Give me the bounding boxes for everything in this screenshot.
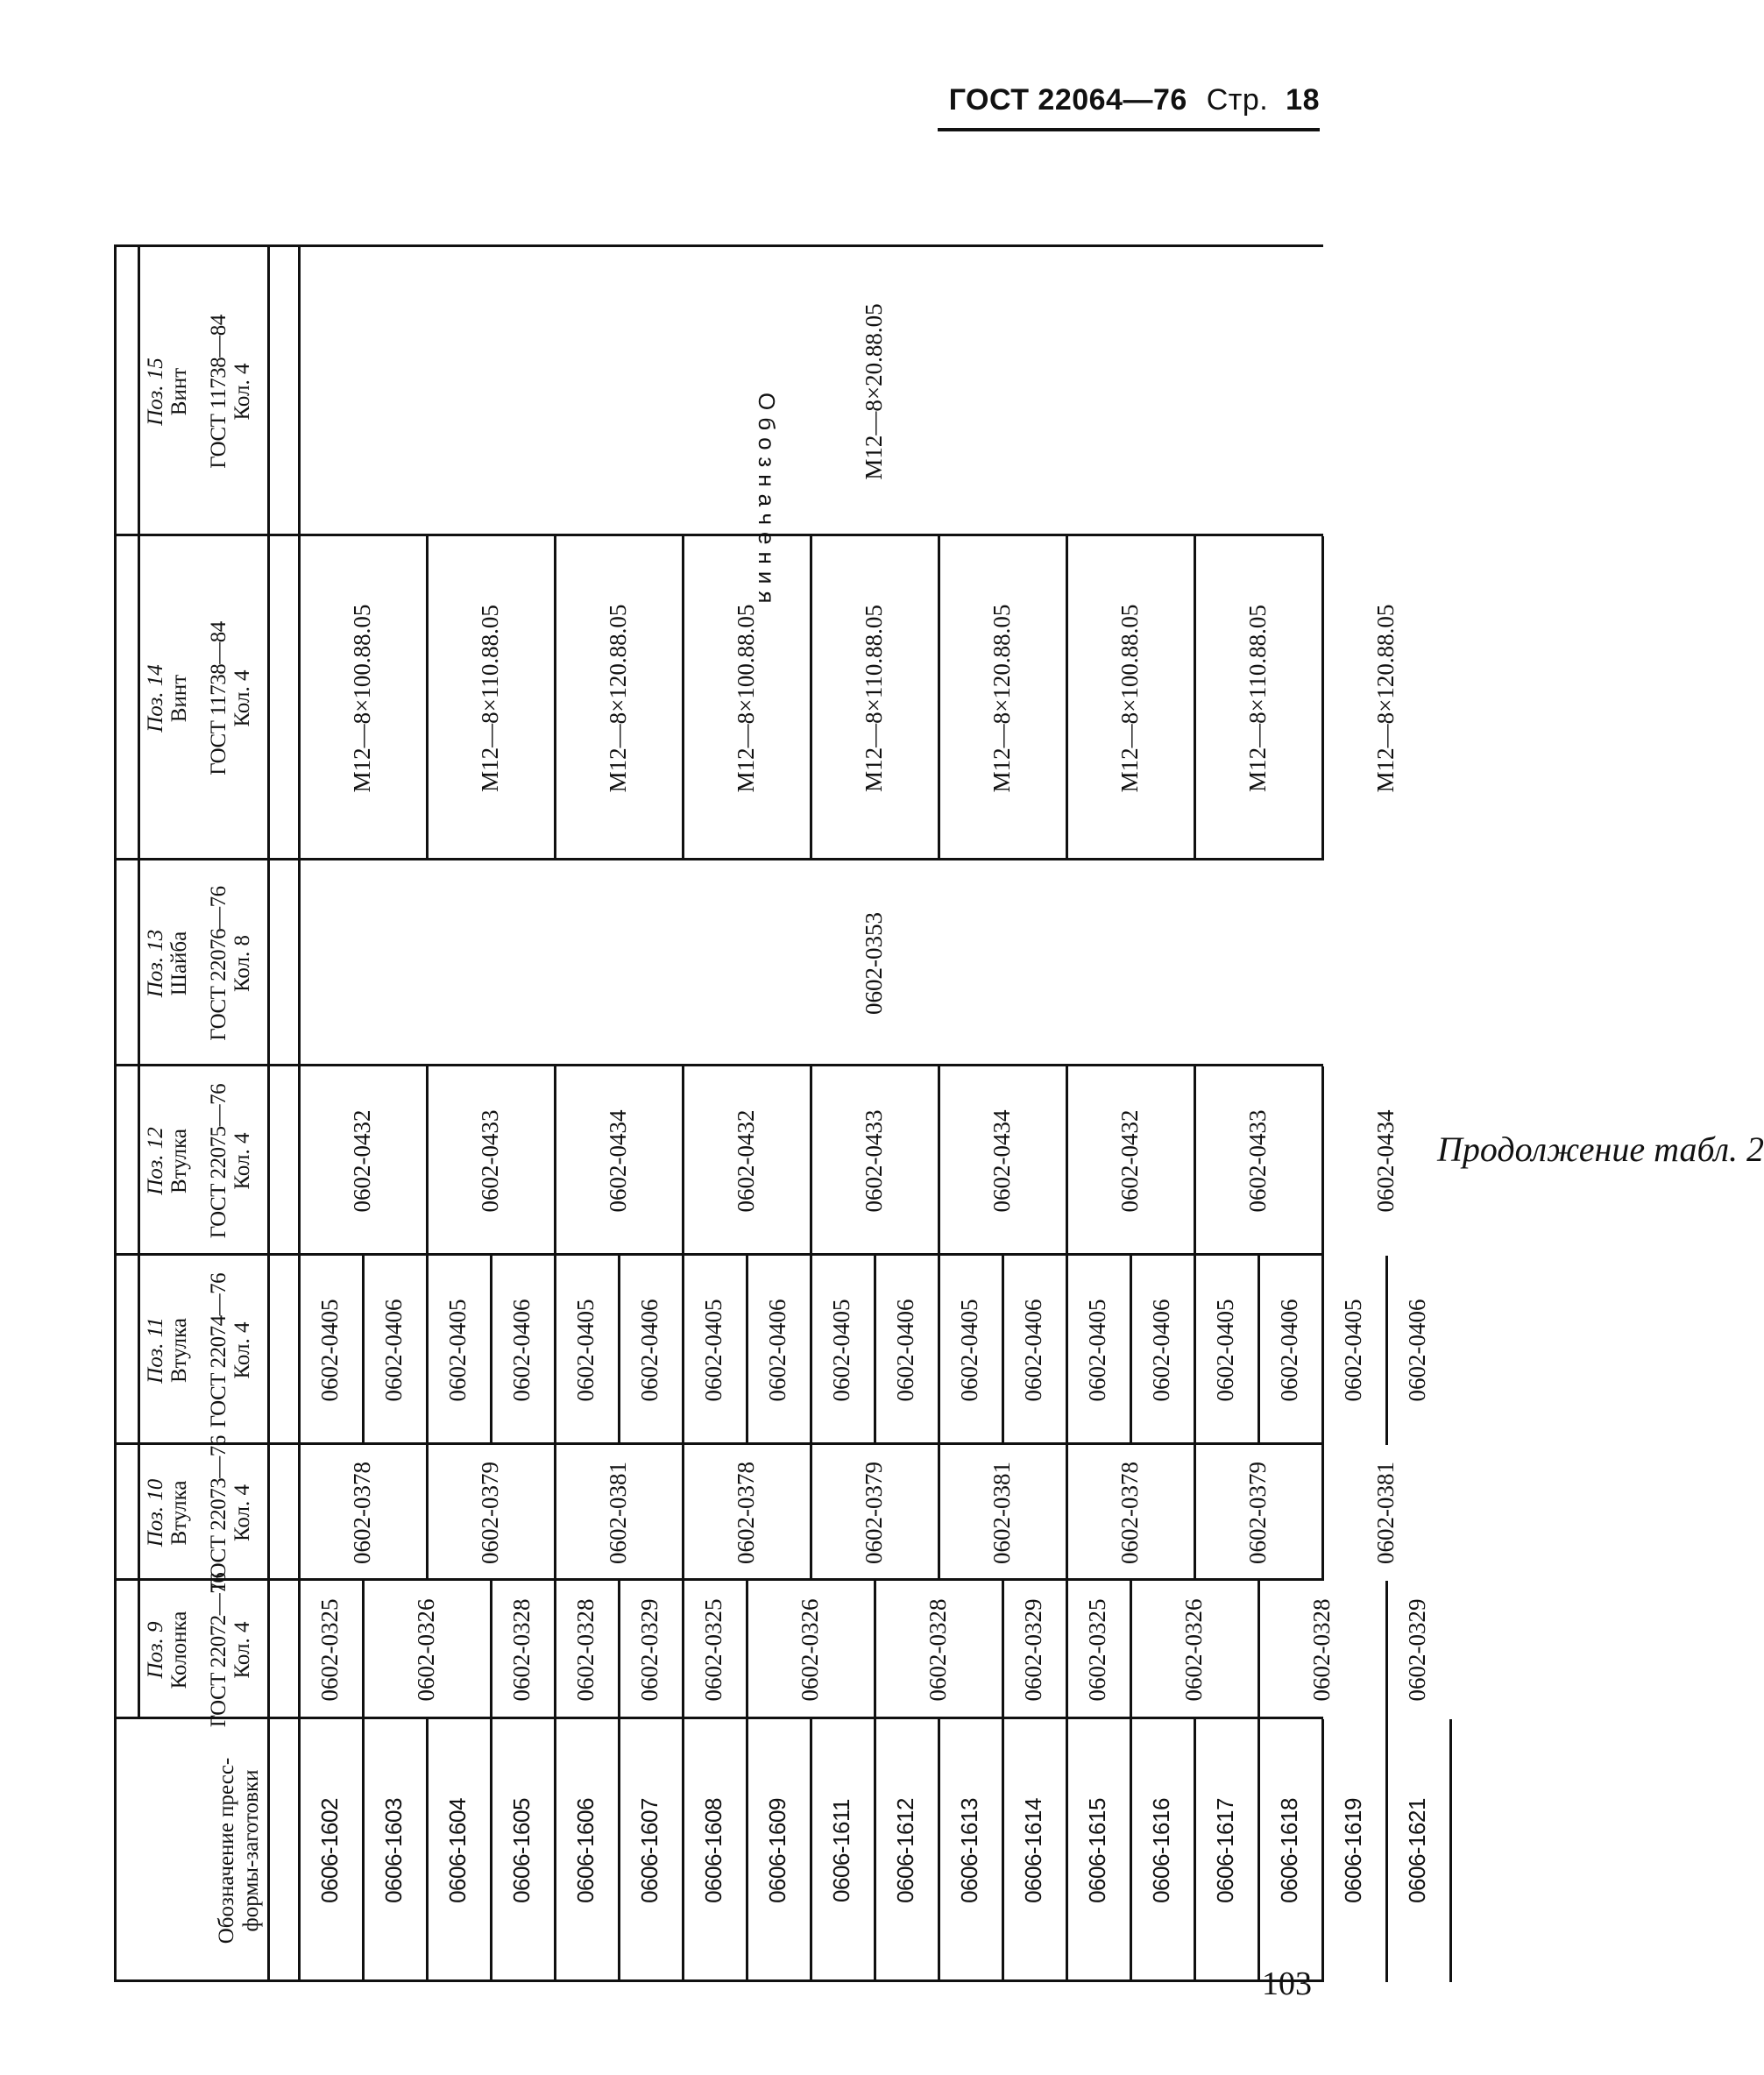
column-header-pos: Поз. 14 xyxy=(144,664,167,733)
table-cell: 0606-1621 xyxy=(1403,1798,1430,1903)
table-cell: 0602-0433 xyxy=(476,1109,503,1213)
table-cell: 0606-1611 xyxy=(827,1799,854,1902)
table-cell: 0602-0405 xyxy=(1084,1299,1111,1402)
table-cell: 0602-0434 xyxy=(1371,1109,1399,1213)
table-cell: 0602-0433 xyxy=(1243,1109,1271,1213)
table-cell: 0602-0406 xyxy=(764,1299,791,1402)
table-cell: 0602-0381 xyxy=(604,1462,631,1564)
column-header-pos: Поз. 10 xyxy=(144,1478,167,1547)
table-cell: 0602-0379 xyxy=(1243,1462,1271,1564)
table-cell: 0602-0432 xyxy=(1116,1109,1143,1213)
column-header xyxy=(144,1572,265,1728)
table-cell: 0602-0405 xyxy=(956,1299,983,1402)
column-header-name: Винт xyxy=(167,367,191,416)
table-cell: 0602-0329 xyxy=(1404,1598,1431,1702)
table-cell: 0602-0326 xyxy=(1180,1598,1207,1702)
table-cell: 0606-1605 xyxy=(507,1798,535,1903)
cell-divider xyxy=(1449,1719,1452,1982)
table-cell: M12—8×100.88.05 xyxy=(348,604,375,793)
table-cell: 0606-1602 xyxy=(315,1798,343,1903)
table-cell: 0606-1613 xyxy=(955,1798,982,1903)
table-cell: 0602-0405 xyxy=(316,1299,344,1402)
column-header-name: Колонка xyxy=(167,1611,191,1689)
table-cell: 0606-1607 xyxy=(635,1798,662,1903)
column-header xyxy=(144,1256,265,1445)
table-cell: M12—8×100.88.05 xyxy=(732,604,759,793)
table-cell: 0602-0405 xyxy=(572,1299,599,1402)
column-header xyxy=(144,860,265,1066)
table-cell: 0602-0433 xyxy=(860,1109,887,1213)
column-header-standard: ГОСТ 22072—76 xyxy=(207,1572,230,1728)
header-separator xyxy=(267,247,270,1982)
header-underline xyxy=(138,247,140,1719)
table-cell: M12—8×20.88.05 xyxy=(860,303,887,480)
table-cell: 0602-0379 xyxy=(860,1462,887,1564)
column-header-standard: ГОСТ 22073—76 xyxy=(207,1435,230,1590)
table-cell: 0606-1615 xyxy=(1083,1798,1110,1903)
table-cell: 0602-0406 xyxy=(508,1299,535,1402)
table-cell: M12—8×110.88.05 xyxy=(476,605,503,792)
table-cell: 0602-0406 xyxy=(1020,1299,1047,1402)
standard-number: ГОСТ 22064—76 xyxy=(948,83,1187,117)
column-header-qty: Кол. 8 xyxy=(230,934,254,993)
column-header-name: Втулка xyxy=(167,1318,191,1384)
table-cell: 0602-0381 xyxy=(1371,1462,1399,1564)
table-cell: 0602-0406 xyxy=(892,1299,919,1402)
table-cell: 0606-1617 xyxy=(1211,1798,1238,1903)
column-header-name: Винт xyxy=(167,674,191,723)
table-cell: 0602-0328 xyxy=(508,1598,535,1702)
column-header xyxy=(144,1066,265,1256)
table-cell: 0602-0325 xyxy=(1084,1598,1111,1702)
table-cell: 0602-0434 xyxy=(988,1109,1015,1213)
data-table xyxy=(114,195,1431,1982)
table-cell: M12—8×110.88.05 xyxy=(1243,605,1271,792)
table-cell: 0602-0406 xyxy=(380,1299,407,1402)
table-cell: 0602-0432 xyxy=(348,1109,375,1213)
header-rule xyxy=(938,128,1320,131)
table-cell: 0602-0326 xyxy=(412,1598,439,1702)
page-value: 18 xyxy=(1286,83,1320,117)
table-cell: M12—8×120.88.05 xyxy=(1371,604,1399,793)
column-header-standard: ГОСТ 22074—76 xyxy=(207,1272,230,1428)
table-cell: 0602-0432 xyxy=(732,1109,759,1213)
column-header-pos: Поз. 9 xyxy=(144,1621,167,1679)
column-header-standard: ГОСТ 11738—84 xyxy=(207,621,230,775)
column-header-standard: ГОСТ 22076—76 xyxy=(207,886,230,1041)
table-cell: 0602-0378 xyxy=(348,1462,375,1564)
column-header-qty: Кол. 4 xyxy=(230,363,254,421)
table-top-border xyxy=(114,247,117,1982)
table-cell: M12—8×100.88.05 xyxy=(1116,604,1143,793)
table-cell: 0602-0405 xyxy=(700,1299,727,1402)
table-cell: M12—8×120.88.05 xyxy=(604,604,631,793)
column-header-designation xyxy=(140,1719,263,1982)
table-cell: 0606-1612 xyxy=(891,1798,918,1903)
page-header xyxy=(949,83,1320,117)
column-header xyxy=(144,1435,265,1590)
table-cell: 0602-0326 xyxy=(796,1598,823,1702)
column-header xyxy=(144,536,265,860)
table-cell: 0606-1603 xyxy=(379,1798,407,1903)
column-header-standard: ГОСТ 11738—84 xyxy=(207,315,230,469)
column-header-standard: ГОСТ 22075—76 xyxy=(207,1083,230,1239)
table-cell: 0602-0328 xyxy=(572,1598,599,1702)
table-cell: 0606-1609 xyxy=(763,1798,790,1903)
table-cell: 0602-0378 xyxy=(1116,1462,1143,1564)
table-cell: 0606-1604 xyxy=(443,1798,471,1903)
table-caption: Продолжение табл. 2 xyxy=(1437,1130,1764,1169)
column-header-qty: Кол. 4 xyxy=(230,669,254,727)
column-header-qty: Кол. 4 xyxy=(230,1321,254,1379)
column-header-name: Шайба xyxy=(167,931,191,996)
table-cell: 0602-0378 xyxy=(732,1462,759,1564)
table-cell: 0606-1616 xyxy=(1147,1798,1174,1903)
table-cell: 0602-0379 xyxy=(476,1462,503,1564)
column-header-qty: Кол. 4 xyxy=(230,1484,254,1542)
table-cell: 0602-0325 xyxy=(700,1598,727,1702)
table-cell: 0602-0328 xyxy=(924,1598,951,1702)
column-header-name: Втулка xyxy=(167,1480,191,1546)
table-cell: 0602-0405 xyxy=(828,1299,855,1402)
table-cell: M12—8×110.88.05 xyxy=(860,605,887,792)
column-header-pos: Поз. 11 xyxy=(144,1317,167,1384)
column-header-name: Втулка xyxy=(167,1129,191,1194)
page-label: Стр. xyxy=(1206,83,1269,117)
column-header-title: Обозначение пресс-формы-заготовки xyxy=(215,1757,263,1944)
table-cell: 0602-0328 xyxy=(1307,1598,1335,1702)
column-header-pos: Поз. 15 xyxy=(144,358,167,426)
table-cell: 0602-0405 xyxy=(444,1299,471,1402)
section-label: Обозначения xyxy=(754,393,780,611)
column-header-qty: Кол. 4 xyxy=(230,1132,254,1190)
column-header-qty: Кол. 4 xyxy=(230,1621,254,1679)
table-cell: 0602-0405 xyxy=(1212,1299,1239,1402)
table-cell: 0602-0406 xyxy=(1148,1299,1175,1402)
table-cell: 0602-0381 xyxy=(988,1462,1015,1564)
table-cell: 0606-1619 xyxy=(1339,1798,1366,1903)
page-number: 103 xyxy=(1262,1965,1312,2002)
table-cell: 0606-1618 xyxy=(1275,1798,1302,1903)
table-cell: 0606-1614 xyxy=(1019,1798,1046,1903)
table-cell: 0602-0353 xyxy=(860,912,887,1015)
table-cell: 0602-0329 xyxy=(636,1598,663,1702)
table-cell: 0602-0405 xyxy=(1340,1299,1367,1402)
table-cell: 0602-0329 xyxy=(1020,1598,1047,1702)
column-header-pos: Поз. 13 xyxy=(144,929,167,998)
column-header xyxy=(144,247,265,536)
table-cell: 0606-1606 xyxy=(571,1798,599,1903)
table-cell: 0602-0325 xyxy=(316,1598,344,1702)
table-cell: 0602-0434 xyxy=(604,1109,631,1213)
table-cell: 0602-0406 xyxy=(1404,1299,1431,1402)
table-cell: 0602-0406 xyxy=(1276,1299,1303,1402)
table-cell: M12—8×120.88.05 xyxy=(988,604,1015,793)
table-cell: 0606-1608 xyxy=(699,1798,726,1903)
column-header-pos: Поз. 12 xyxy=(144,1127,167,1195)
table-cell: 0602-0406 xyxy=(636,1299,663,1402)
